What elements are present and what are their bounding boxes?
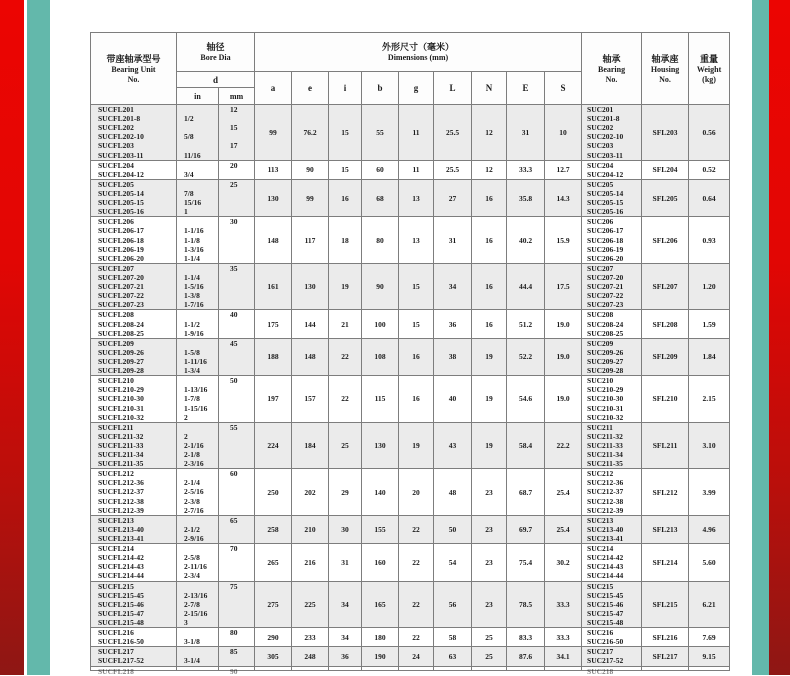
dim-cell-N: 25: [472, 628, 507, 647]
bearing-no-cell: SUC210 SUC210-29 SUC210-30 SUC210-31 SUC210-32: [582, 376, 642, 423]
housing-no-cell: SFL205: [642, 179, 689, 216]
model-cell: SUCFL209 SUCFL209-26 SUCFL209-27 SUCFL209-28: [91, 338, 177, 375]
header-bearing-zh: 轴承: [602, 53, 621, 64]
bearing-no-cell: SUC212 SUC212-36 SUC212-37 SUC212-38 SUC212-39: [582, 469, 642, 516]
dim-cell-L: 58: [434, 628, 472, 647]
dim-cell-b: 190: [362, 647, 399, 666]
dim-cell-b: 155: [362, 515, 399, 543]
dim-cell-E: 40.2: [507, 217, 545, 264]
dim-cell-L: 36: [434, 310, 472, 338]
table-row: [91, 515, 730, 543]
bore-mm-cell: 25: [219, 179, 255, 216]
dim-cell-E: 78.5: [507, 581, 545, 628]
dim-cell-a: 290: [255, 628, 292, 647]
weight-cell: 5.60: [689, 544, 730, 581]
housing-no-cell: SFL216: [642, 628, 689, 647]
dim-cell-S: 33.3: [545, 581, 582, 628]
table-row: [91, 217, 730, 264]
dim-cell-e: 225: [292, 581, 329, 628]
dim-cell-E: 69.7: [507, 515, 545, 543]
bore-in-cell: 2-1/4 2-5/16 2-3/8 2-7/16: [177, 469, 219, 516]
dim-cell-N: 19: [472, 422, 507, 469]
dim-cell-e: 99: [292, 179, 329, 216]
dim-cell-i: 25: [329, 422, 362, 469]
bore-in-cell: 2-1/2 2-9/16: [177, 515, 219, 543]
model-cell: SUCFL208 SUCFL208-24 SUCFL208-25: [91, 310, 177, 338]
dim-cell-g: 13: [399, 217, 434, 264]
dim-cell-e: 216: [292, 544, 329, 581]
header-dim-S: S: [545, 72, 582, 105]
dim-cell-a: 224: [255, 422, 292, 469]
dim-cell-N: 19: [472, 376, 507, 423]
header-mm: mm: [219, 88, 255, 105]
dim-cell-g: 16: [399, 338, 434, 375]
housing-no-cell: SFL208: [642, 310, 689, 338]
left-teal-accent-bar: [27, 0, 50, 675]
header-bearing-no-label: No.: [605, 74, 618, 84]
table-row: [91, 581, 730, 628]
header-dim-e: e: [292, 72, 329, 105]
dim-cell-a: 148: [255, 217, 292, 264]
dim-cell-E: 87.6: [507, 647, 545, 666]
bore-in-cell: 3-1/8: [177, 628, 219, 647]
dim-cell-e: 184: [292, 422, 329, 469]
header-housing-en: Housing: [650, 64, 680, 74]
dim-cell-a: 305: [255, 647, 292, 666]
dim-cell-S: 15.9: [545, 217, 582, 264]
header-bore-dia: [177, 33, 255, 72]
dim-cell-N: 23: [472, 544, 507, 581]
dim-cell-i: 22: [329, 338, 362, 375]
housing-no-cell: [642, 666, 689, 670]
weight-cell: 3.99: [689, 469, 730, 516]
housing-no-cell: SFL203: [642, 105, 689, 161]
dim-cell-i: 30: [329, 515, 362, 543]
dim-cell-N: 16: [472, 217, 507, 264]
dim-cell-i: 29: [329, 469, 362, 516]
dim-cell-a: 258: [255, 515, 292, 543]
dim-cell-g: 13: [399, 179, 434, 216]
dim-cell-i: 19: [329, 263, 362, 310]
dim-cell-e: 76.2: [292, 105, 329, 161]
bearing-no-cell: SUC201 SUC201-8 SUC202 SUC202-10 SUC203 SUC203-11: [582, 105, 642, 161]
weight-cell: [689, 666, 730, 670]
bore-mm-cell: 65: [219, 515, 255, 543]
dim-cell-S: 19.0: [545, 376, 582, 423]
dim-cell-L: 31: [434, 217, 472, 264]
dim-cell-b: 68: [362, 179, 399, 216]
housing-no-cell: SFL215: [642, 581, 689, 628]
dim-cell-e: 90: [292, 160, 329, 179]
dim-cell-g: [399, 666, 434, 670]
header-dim-a: a: [255, 72, 292, 105]
header-bearing-unit-no-label: No.: [127, 74, 140, 84]
bore-in-cell: 1/2 5/8 11/16: [177, 105, 219, 161]
dim-cell-a: 197: [255, 376, 292, 423]
dim-cell-E: 68.7: [507, 469, 545, 516]
header-bearing-unit-no: [91, 33, 177, 105]
bore-mm-cell: 30: [219, 217, 255, 264]
dim-cell-N: 12: [472, 160, 507, 179]
bore-in-cell: 2-5/8 2-11/16 2-3/4: [177, 544, 219, 581]
dim-cell-b: 90: [362, 263, 399, 310]
model-cell: SUCFL215 SUCFL215-45 SUCFL215-46 SUCFL215-47 SUCFL215-48: [91, 581, 177, 628]
bore-mm-cell: 70: [219, 544, 255, 581]
model-cell: SUCFL201 SUCFL201-8 SUCFL202 SUCFL202-10 SUCFL203 SUCFL203-11: [91, 105, 177, 161]
header-weight-kg-label: (kg): [702, 74, 716, 84]
dim-cell-g: 22: [399, 544, 434, 581]
weight-cell: 0.56: [689, 105, 730, 161]
dim-cell-b: 160: [362, 544, 399, 581]
header-dimensions-en: Dimensions (mm): [387, 53, 449, 62]
bearing-no-cell: SUC214 SUC214-42 SUC214-43 SUC214-44: [582, 544, 642, 581]
dim-cell-i: 22: [329, 376, 362, 423]
table-row: [91, 338, 730, 375]
header-dim-L: L: [434, 72, 472, 105]
weight-cell: 4.96: [689, 515, 730, 543]
bearing-no-cell: SUC207 SUC207-20 SUC207-21 SUC207-22 SUC207-23: [582, 263, 642, 310]
dim-cell-a: 130: [255, 179, 292, 216]
bore-in-cell: 1-5/8 1-11/16 1-3/4: [177, 338, 219, 375]
header-dim-E: E: [507, 72, 545, 105]
dim-cell-e: 117: [292, 217, 329, 264]
bore-mm-cell: 60: [219, 469, 255, 516]
bearing-no-cell: SUC205 SUC205-14 SUC205-15 SUC205-16: [582, 179, 642, 216]
header-bearing-en: Bearing: [597, 64, 626, 74]
bore-mm-cell: 85: [219, 647, 255, 666]
bore-mm-cell: 40: [219, 310, 255, 338]
dim-cell-S: 12.7: [545, 160, 582, 179]
dim-cell-L: [434, 666, 472, 670]
table-row: [91, 647, 730, 666]
header-dim-g: g: [399, 72, 434, 105]
dim-cell-b: 80: [362, 217, 399, 264]
dim-cell-g: 20: [399, 469, 434, 516]
dim-cell-i: 31: [329, 544, 362, 581]
dim-cell-S: 19.0: [545, 338, 582, 375]
dim-cell-L: 25.5: [434, 105, 472, 161]
dim-cell-E: 54.6: [507, 376, 545, 423]
dim-cell-S: [545, 666, 582, 670]
model-cell: SUCFL207 SUCFL207-20 SUCFL207-21 SUCFL207-22 SUCFL207-23: [91, 263, 177, 310]
dim-cell-N: 25: [472, 647, 507, 666]
dim-cell-L: 40: [434, 376, 472, 423]
dim-cell-L: 50: [434, 515, 472, 543]
dim-cell-L: 43: [434, 422, 472, 469]
header-housing-no-label: No.: [659, 74, 671, 84]
dim-cell-L: 56: [434, 581, 472, 628]
dim-cell-g: 11: [399, 160, 434, 179]
table-row: [91, 469, 730, 516]
weight-cell: 2.15: [689, 376, 730, 423]
dim-cell-S: 25.4: [545, 469, 582, 516]
dim-cell-b: 108: [362, 338, 399, 375]
dim-cell-L: 48: [434, 469, 472, 516]
weight-cell: 0.52: [689, 160, 730, 179]
dim-cell-g: 15: [399, 263, 434, 310]
weight-cell: 3.10: [689, 422, 730, 469]
dim-cell-e: 233: [292, 628, 329, 647]
bore-mm-cell: 12 15 17: [219, 105, 255, 161]
dim-cell-i: 18: [329, 217, 362, 264]
dim-cell-i: 21: [329, 310, 362, 338]
weight-cell: 7.69: [689, 628, 730, 647]
dim-cell-S: 25.4: [545, 515, 582, 543]
header-dim-i: i: [329, 72, 362, 105]
dim-cell-N: 19: [472, 338, 507, 375]
dim-cell-b: 180: [362, 628, 399, 647]
dim-cell-N: 23: [472, 469, 507, 516]
dim-cell-g: 19: [399, 422, 434, 469]
bearing-no-cell: SUC216 SUC216-50: [582, 628, 642, 647]
table-row: [91, 160, 730, 179]
header-d: d: [177, 72, 255, 88]
dim-cell-a: [255, 666, 292, 670]
table-body: [91, 105, 730, 676]
dim-cell-S: 14.3: [545, 179, 582, 216]
dim-cell-N: 23: [472, 581, 507, 628]
dim-cell-E: 31: [507, 105, 545, 161]
header-dimensions-zh: 外形尺寸（毫米）: [382, 42, 455, 52]
dim-cell-g: 11: [399, 105, 434, 161]
dim-cell-g: 22: [399, 628, 434, 647]
dim-cell-a: 265: [255, 544, 292, 581]
bore-mm-cell: 35: [219, 263, 255, 310]
dim-cell-i: 34: [329, 628, 362, 647]
dim-cell-i: 34: [329, 581, 362, 628]
housing-no-cell: SFL213: [642, 515, 689, 543]
housing-no-cell: SFL209: [642, 338, 689, 375]
bearing-no-cell: SUC208 SUC208-24 SUC208-25: [582, 310, 642, 338]
dim-cell-N: 12: [472, 105, 507, 161]
bore-in-cell: 2 2-1/16 2-1/8 2-3/16: [177, 422, 219, 469]
header-weight-en: Weight: [696, 64, 722, 74]
weight-cell: 0.64: [689, 179, 730, 216]
dim-cell-i: 15: [329, 105, 362, 161]
bore-mm-cell: 50: [219, 376, 255, 423]
bearing-spec-table: [90, 32, 730, 676]
dim-cell-b: [362, 666, 399, 670]
model-cell: SUCFL211 SUCFL211-32 SUCFL211-33 SUCFL211-34 SUCFL211-35: [91, 422, 177, 469]
bearing-no-cell: SUC215 SUC215-45 SUC215-46 SUC215-47 SUC215-48: [582, 581, 642, 628]
model-cell: SUCFL205 SUCFL205-14 SUCFL205-15 SUCFL205-16: [91, 179, 177, 216]
dim-cell-L: 38: [434, 338, 472, 375]
housing-no-cell: SFL214: [642, 544, 689, 581]
dim-cell-e: 130: [292, 263, 329, 310]
dim-cell-E: [507, 666, 545, 670]
weight-cell: 6.21: [689, 581, 730, 628]
dim-cell-a: 99: [255, 105, 292, 161]
bearing-no-cell: SUC211 SUC211-32 SUC211-33 SUC211-34 SUC211-35: [582, 422, 642, 469]
weight-cell: 9.15: [689, 647, 730, 666]
weight-cell: 1.20: [689, 263, 730, 310]
table-row: [91, 544, 730, 581]
model-cell: SUCFL213 SUCFL213-40 SUCFL213-41: [91, 515, 177, 543]
dim-cell-g: 24: [399, 647, 434, 666]
dim-cell-S: 22.2: [545, 422, 582, 469]
bore-mm-cell: 55: [219, 422, 255, 469]
dim-cell-e: 248: [292, 647, 329, 666]
dim-cell-b: 55: [362, 105, 399, 161]
header-dim-N: N: [472, 72, 507, 105]
dim-cell-S: 33.3: [545, 628, 582, 647]
bearing-no-cell: SUC206 SUC206-17 SUC206-18 SUC206-19 SUC206-20: [582, 217, 642, 264]
model-cell: SUCFL216 SUCFL216-50: [91, 628, 177, 647]
dim-cell-b: 165: [362, 581, 399, 628]
dim-cell-a: 175: [255, 310, 292, 338]
header-housing-no: [642, 33, 689, 105]
dim-cell-S: 10: [545, 105, 582, 161]
dim-cell-N: 16: [472, 179, 507, 216]
dim-cell-i: 16: [329, 179, 362, 216]
dim-cell-b: 140: [362, 469, 399, 516]
housing-no-cell: SFL212: [642, 469, 689, 516]
bore-mm-cell: 20: [219, 160, 255, 179]
weight-cell: 0.93: [689, 217, 730, 264]
housing-no-cell: SFL207: [642, 263, 689, 310]
model-cell: SUCFL212 SUCFL212-36 SUCFL212-37 SUCFL212-38 SUCFL212-39: [91, 469, 177, 516]
dim-cell-L: 54: [434, 544, 472, 581]
bearing-no-cell: SUC209 SUC209-26 SUC209-27 SUC209-28: [582, 338, 642, 375]
header-dimensions: [255, 33, 582, 72]
bearing-no-cell: SUC213 SUC213-40 SUC213-41: [582, 515, 642, 543]
bore-in-cell: 3-1/4: [177, 647, 219, 666]
dim-cell-e: 144: [292, 310, 329, 338]
bore-in-cell: 1-1/16 1-1/8 1-3/16 1-1/4: [177, 217, 219, 264]
bearing-no-cell: SUC218: [582, 666, 642, 670]
dim-cell-E: 75.4: [507, 544, 545, 581]
dim-cell-E: 35.8: [507, 179, 545, 216]
bore-in-cell: 1-1/2 1-9/16: [177, 310, 219, 338]
dim-cell-a: 250: [255, 469, 292, 516]
header-in: in: [177, 88, 219, 105]
bore-in-cell: 1-1/4 1-5/16 1-3/8 1-7/16: [177, 263, 219, 310]
housing-no-cell: SFL206: [642, 217, 689, 264]
table-row: [91, 376, 730, 423]
weight-cell: 1.59: [689, 310, 730, 338]
dim-cell-L: 27: [434, 179, 472, 216]
dim-cell-E: 33.3: [507, 160, 545, 179]
weight-cell: 1.84: [689, 338, 730, 375]
dim-cell-E: 51.2: [507, 310, 545, 338]
table-header: [91, 33, 730, 105]
model-cell: SUCFL204 SUCFL204-12: [91, 160, 177, 179]
table-row: [91, 628, 730, 647]
dim-cell-E: 44.4: [507, 263, 545, 310]
dim-cell-i: [329, 666, 362, 670]
model-cell: SUCFL217 SUCFL217-52: [91, 647, 177, 666]
right-teal-accent-bar: [752, 0, 769, 675]
dim-cell-a: 188: [255, 338, 292, 375]
header-bearing-unit-en: Bearing Unit: [111, 64, 156, 74]
header-weight: [689, 33, 730, 105]
dim-cell-N: [472, 666, 507, 670]
table-row-partial: [91, 666, 730, 670]
dim-cell-L: 34: [434, 263, 472, 310]
bore-in-cell: 7/8 15/16 1: [177, 179, 219, 216]
bore-in-cell: 3/4: [177, 160, 219, 179]
dim-cell-S: 34.1: [545, 647, 582, 666]
dim-cell-b: 60: [362, 160, 399, 179]
table-row: [91, 422, 730, 469]
header-bearing-unit-zh: 带座轴承型号: [106, 53, 161, 64]
dim-cell-L: 63: [434, 647, 472, 666]
dim-cell-b: 130: [362, 422, 399, 469]
housing-no-cell: SFL210: [642, 376, 689, 423]
dim-cell-i: 15: [329, 160, 362, 179]
model-cell: SUCFL206 SUCFL206-17 SUCFL206-18 SUCFL206-19 SUCFL206-20: [91, 217, 177, 264]
bearing-no-cell: SUC217 SUC217-52: [582, 647, 642, 666]
dim-cell-g: 22: [399, 581, 434, 628]
header-bore-dia-en: Bore Dia: [200, 53, 231, 62]
dim-cell-e: 202: [292, 469, 329, 516]
dim-cell-e: 157: [292, 376, 329, 423]
dim-cell-g: 15: [399, 310, 434, 338]
table-row: [91, 310, 730, 338]
dim-cell-E: 52.2: [507, 338, 545, 375]
dim-cell-g: 22: [399, 515, 434, 543]
bearing-no-cell: SUC204 SUC204-12: [582, 160, 642, 179]
header-bore-dia-zh: 轴径: [206, 42, 225, 52]
dim-cell-N: 16: [472, 310, 507, 338]
dim-cell-N: 16: [472, 263, 507, 310]
left-red-border-bar: [0, 0, 24, 675]
model-cell: SUCFL214 SUCFL214-42 SUCFL214-43 SUCFL214-44: [91, 544, 177, 581]
header-bearing-no: [582, 33, 642, 105]
bore-mm-cell: 75: [219, 581, 255, 628]
bore-in-cell: 1-13/16 1-7/8 1-15/16 2: [177, 376, 219, 423]
header-housing-zh: 轴承座: [651, 53, 679, 64]
dim-cell-g: 16: [399, 376, 434, 423]
housing-no-cell: SFL217: [642, 647, 689, 666]
header-dim-b: b: [362, 72, 399, 105]
dim-cell-N: 23: [472, 515, 507, 543]
dim-cell-b: 115: [362, 376, 399, 423]
bore-in-cell: [177, 666, 219, 670]
bore-mm-cell: 45: [219, 338, 255, 375]
housing-no-cell: SFL204: [642, 160, 689, 179]
model-cell: SUCFL210 SUCFL210-29 SUCFL210-30 SUCFL210-31 SUCFL210-32: [91, 376, 177, 423]
dim-cell-e: 210: [292, 515, 329, 543]
dim-cell-S: 30.2: [545, 544, 582, 581]
model-cell: SUCFL218: [91, 666, 177, 670]
table-row: [91, 105, 730, 161]
dim-cell-a: 161: [255, 263, 292, 310]
dim-cell-S: 19.0: [545, 310, 582, 338]
header-weight-zh: 重量: [700, 53, 719, 64]
dim-cell-E: 83.3: [507, 628, 545, 647]
dim-cell-E: 58.4: [507, 422, 545, 469]
dim-cell-b: 100: [362, 310, 399, 338]
right-red-border-bar: [769, 0, 790, 675]
dim-cell-e: 148: [292, 338, 329, 375]
table-row: [91, 179, 730, 216]
dim-cell-i: 36: [329, 647, 362, 666]
table-row: [91, 263, 730, 310]
bore-in-cell: 2-13/16 2-7/8 2-15/16 3: [177, 581, 219, 628]
dim-cell-S: 17.5: [545, 263, 582, 310]
bore-mm-cell: 90: [219, 666, 255, 670]
dim-cell-a: 113: [255, 160, 292, 179]
dim-cell-L: 25.5: [434, 160, 472, 179]
dim-cell-e: [292, 666, 329, 670]
dim-cell-a: 275: [255, 581, 292, 628]
housing-no-cell: SFL211: [642, 422, 689, 469]
bore-mm-cell: 80: [219, 628, 255, 647]
